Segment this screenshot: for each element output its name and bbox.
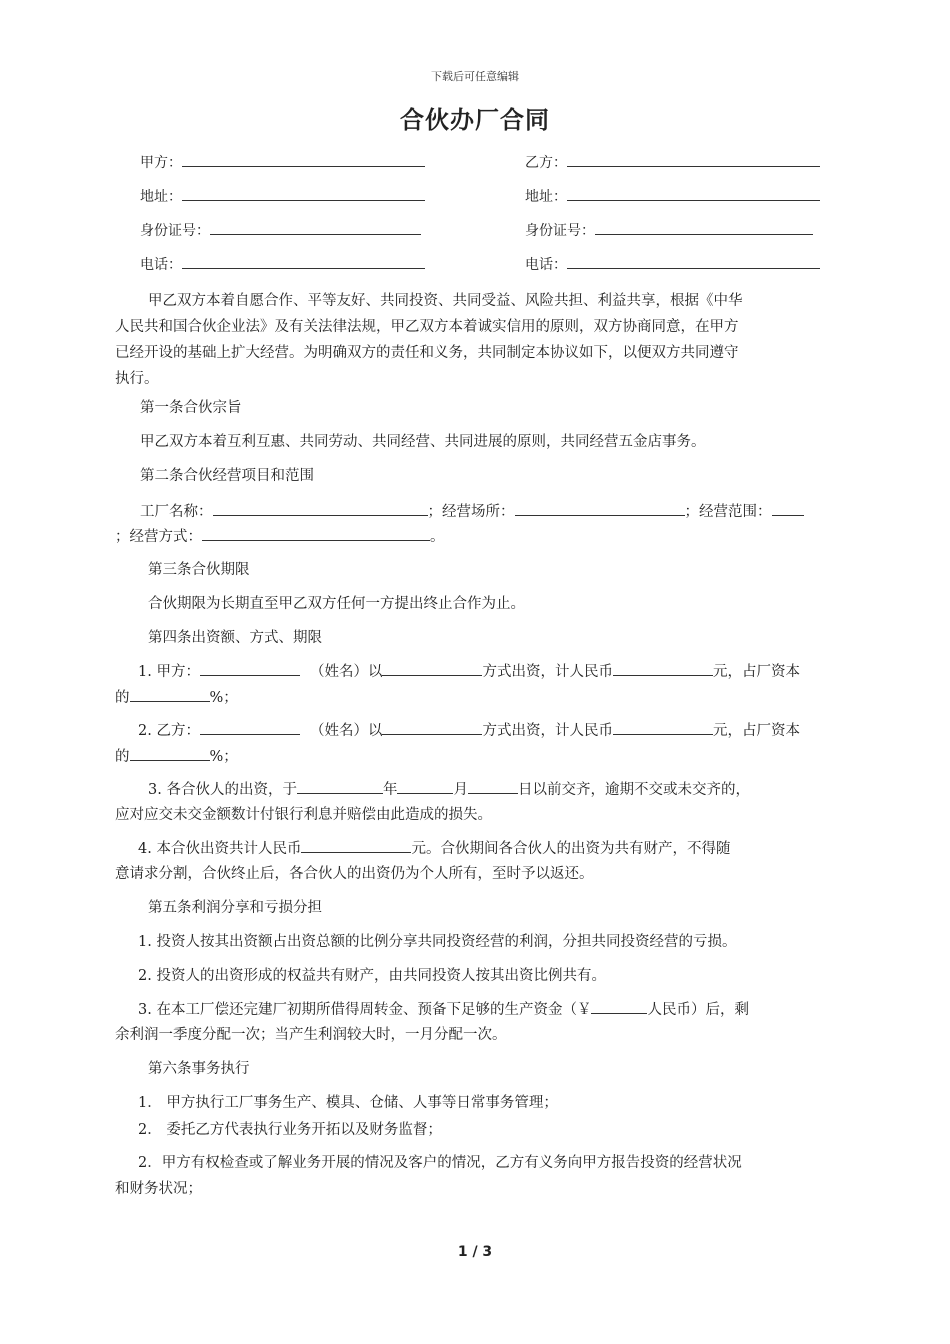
- article-4-p4-line-2: 意请求分割，合伙终止后，各合伙人的出资仍为个人所有，至时予以返还。: [115, 866, 594, 882]
- party-a-address-label: 地址：: [140, 189, 182, 205]
- p3-month-unit: 月: [453, 782, 468, 798]
- p2-name-text: （姓名）以: [309, 723, 383, 739]
- p1-method-blank: [382, 661, 482, 676]
- factory-name-label: 工厂名称：: [140, 504, 213, 520]
- party-b-address-blank: [567, 186, 820, 201]
- party-b-address-row: [525, 186, 820, 207]
- p1-label: 1. 甲方：: [138, 664, 200, 680]
- p2-share-unit: %；: [209, 749, 238, 765]
- p4-text-b: 元。合伙期间各合伙人的出资为共有财产，不得随: [411, 841, 731, 857]
- article-4-heading: 第四条出资额、方式、期限: [148, 630, 322, 646]
- p2-label: 2. 乙方：: [138, 723, 200, 739]
- intro-paragraph: [115, 288, 835, 392]
- article-4-p2-line-2: [115, 746, 238, 767]
- party-a-label: 甲方：: [140, 155, 182, 171]
- intro-line-3: 已经开设的基础上扩大经营。为明确双方的责任和义务，共同制定本协议如下，以便双方共同遵守: [115, 345, 739, 361]
- article-6-p3-line-2: 和财务状况；: [115, 1181, 202, 1197]
- art5-p3-text-a: 3. 在本工厂偿还完建厂初期所借得周转金、预备下足够的生产资金（￥: [138, 1002, 592, 1018]
- party-a-id-row: [140, 220, 421, 241]
- p1-method-text: 方式出资，计人民币: [482, 664, 613, 680]
- party-b-phone-blank: [567, 254, 820, 269]
- party-a-address-blank: [182, 186, 425, 201]
- p2-share-blank: [130, 746, 210, 761]
- party-b-label: 乙方：: [525, 155, 567, 171]
- article-3-heading: 第三条合伙期限: [148, 562, 250, 578]
- p1-amount-text: 元，占厂资本: [712, 664, 800, 680]
- party-b-address-label: 地址：: [525, 189, 567, 205]
- party-b-blank: [567, 152, 820, 167]
- p2-share-label: 的: [115, 749, 130, 765]
- article-2-end: 。: [430, 529, 445, 545]
- article-6-p1: 1． 甲方执行工厂事务生产、模具、仓储、人事等日常事务管理；: [138, 1095, 558, 1111]
- article-5-heading: 第五条利润分享和亏损分担: [148, 900, 322, 916]
- p1-share-unit: %；: [209, 690, 238, 706]
- intro-line-1: 甲乙双方本着自愿合作、平等友好、共同投资、共同受益、风险共担、利益共享，根据《中华: [148, 293, 743, 309]
- article-1-heading: 第一条合伙宗旨: [140, 400, 242, 416]
- intro-line-2: 人民共和国合伙企业法》及有关法律法规，甲乙双方本着诚实信用的原则，双方协商同意，在甲方: [115, 319, 739, 335]
- mode-blank: [202, 526, 430, 541]
- document-title: 合伙办厂合同: [400, 105, 550, 134]
- party-b-id-blank: [595, 220, 813, 235]
- party-a-phone-row: [140, 254, 425, 275]
- p3-year-blank: [297, 779, 383, 794]
- p1-share-blank: [130, 687, 210, 702]
- article-4-p1-line-2: [115, 687, 238, 708]
- p3-month-blank: [397, 779, 453, 794]
- party-b-phone-row: [525, 254, 820, 275]
- scope-blank: [772, 501, 804, 516]
- party-a-id-label: 身份证号：: [140, 223, 210, 239]
- article-4-p3-line-2: 应对应交未交金额数计付银行利息并赔偿由此造成的损失。: [115, 807, 492, 823]
- p1-name-blank: [200, 661, 300, 676]
- party-a-blank: [182, 152, 425, 167]
- article-5-p2: 2. 投资人的出资形成的权益共有财产，由共同投资人按其出资比例共有。: [138, 968, 606, 984]
- art5-p3-text-b: 人民币）后，剩: [647, 1002, 749, 1018]
- party-b-phone-label: 电话：: [525, 257, 567, 273]
- p2-name-blank: [200, 720, 300, 735]
- p4-amount-blank: [301, 838, 411, 853]
- party-a-phone-label: 电话：: [140, 257, 182, 273]
- party-a-id-blank: [210, 220, 421, 235]
- p2-method-text: 方式出资，计人民币: [482, 723, 613, 739]
- factory-name-blank: [213, 501, 428, 516]
- party-b-id-row: [525, 220, 813, 241]
- p3-text-a: 3. 各合伙人的出资，于: [148, 782, 297, 798]
- article-3-text: 合伙期限为长期直至甲乙双方任何一方提出终止合作为止。: [148, 596, 525, 612]
- p3-day-blank: [468, 779, 518, 794]
- site-label: ；经营场所：: [427, 504, 515, 520]
- page-number: 1 / 3: [457, 1244, 493, 1260]
- article-2-line-1: [140, 501, 804, 522]
- mode-label: ；经营方式：: [115, 529, 202, 545]
- p2-amount-text: 元，占厂资本: [712, 723, 800, 739]
- p1-amount-blank: [613, 661, 713, 676]
- article-6-p3-line-1: 2．甲方有权检查或了解业务开展的情况及客户的情况，乙方有义务向甲方报告投资的经营状况: [138, 1155, 742, 1171]
- p3-year-unit: 年: [382, 782, 398, 798]
- article-5-p3-line-1: [138, 999, 749, 1020]
- party-a-name-row: [140, 152, 425, 173]
- article-2-heading: 第二条合伙经营项目和范围: [140, 468, 314, 484]
- site-blank: [515, 501, 685, 516]
- party-b-name-row: [525, 152, 820, 173]
- scope-label: ；经营范围：: [684, 504, 772, 520]
- p2-amount-blank: [613, 720, 713, 735]
- article-5-p3-line-2: 余利润一季度分配一次；当产生利润较大时，一月分配一次。: [115, 1027, 507, 1043]
- article-4-p1-line-1: [138, 661, 800, 682]
- p3-text-d: 日以前交齐，逾期不交或未交齐的，: [517, 782, 750, 798]
- article-2-line-2: [115, 526, 445, 547]
- p1-name-text: （姓名）以: [309, 664, 383, 680]
- party-b-id-label: 身份证号：: [525, 223, 595, 239]
- p2-method-blank: [382, 720, 482, 735]
- article-6-p2: 2． 委托乙方代表执行业务开拓以及财务监督；: [138, 1122, 442, 1138]
- party-a-phone-blank: [182, 254, 425, 269]
- p4-text-a: 4. 本合伙出资共计人民币: [138, 841, 302, 857]
- article-4-p3-line-1: [148, 779, 750, 800]
- header-note: 下载后可任意编辑: [431, 70, 519, 83]
- p1-share-label: 的: [115, 690, 130, 706]
- article-4-p4-line-1: [138, 838, 730, 859]
- article-5-p1: 1. 投资人按其出资额占出资总额的比例分享共同投资经营的利润，分担共同投资经营的亏损。: [138, 934, 737, 950]
- article-4-p2-line-1: [138, 720, 800, 741]
- art5-capital-blank: [591, 999, 647, 1014]
- article-6-heading: 第六条事务执行: [148, 1061, 250, 1077]
- party-a-address-row: [140, 186, 425, 207]
- article-1-text: 甲乙双方本着互利互惠、共同劳动、共同经营、共同进展的原则，共同经营五金店事务。: [140, 434, 706, 450]
- intro-line-4: 执行。: [115, 371, 159, 387]
